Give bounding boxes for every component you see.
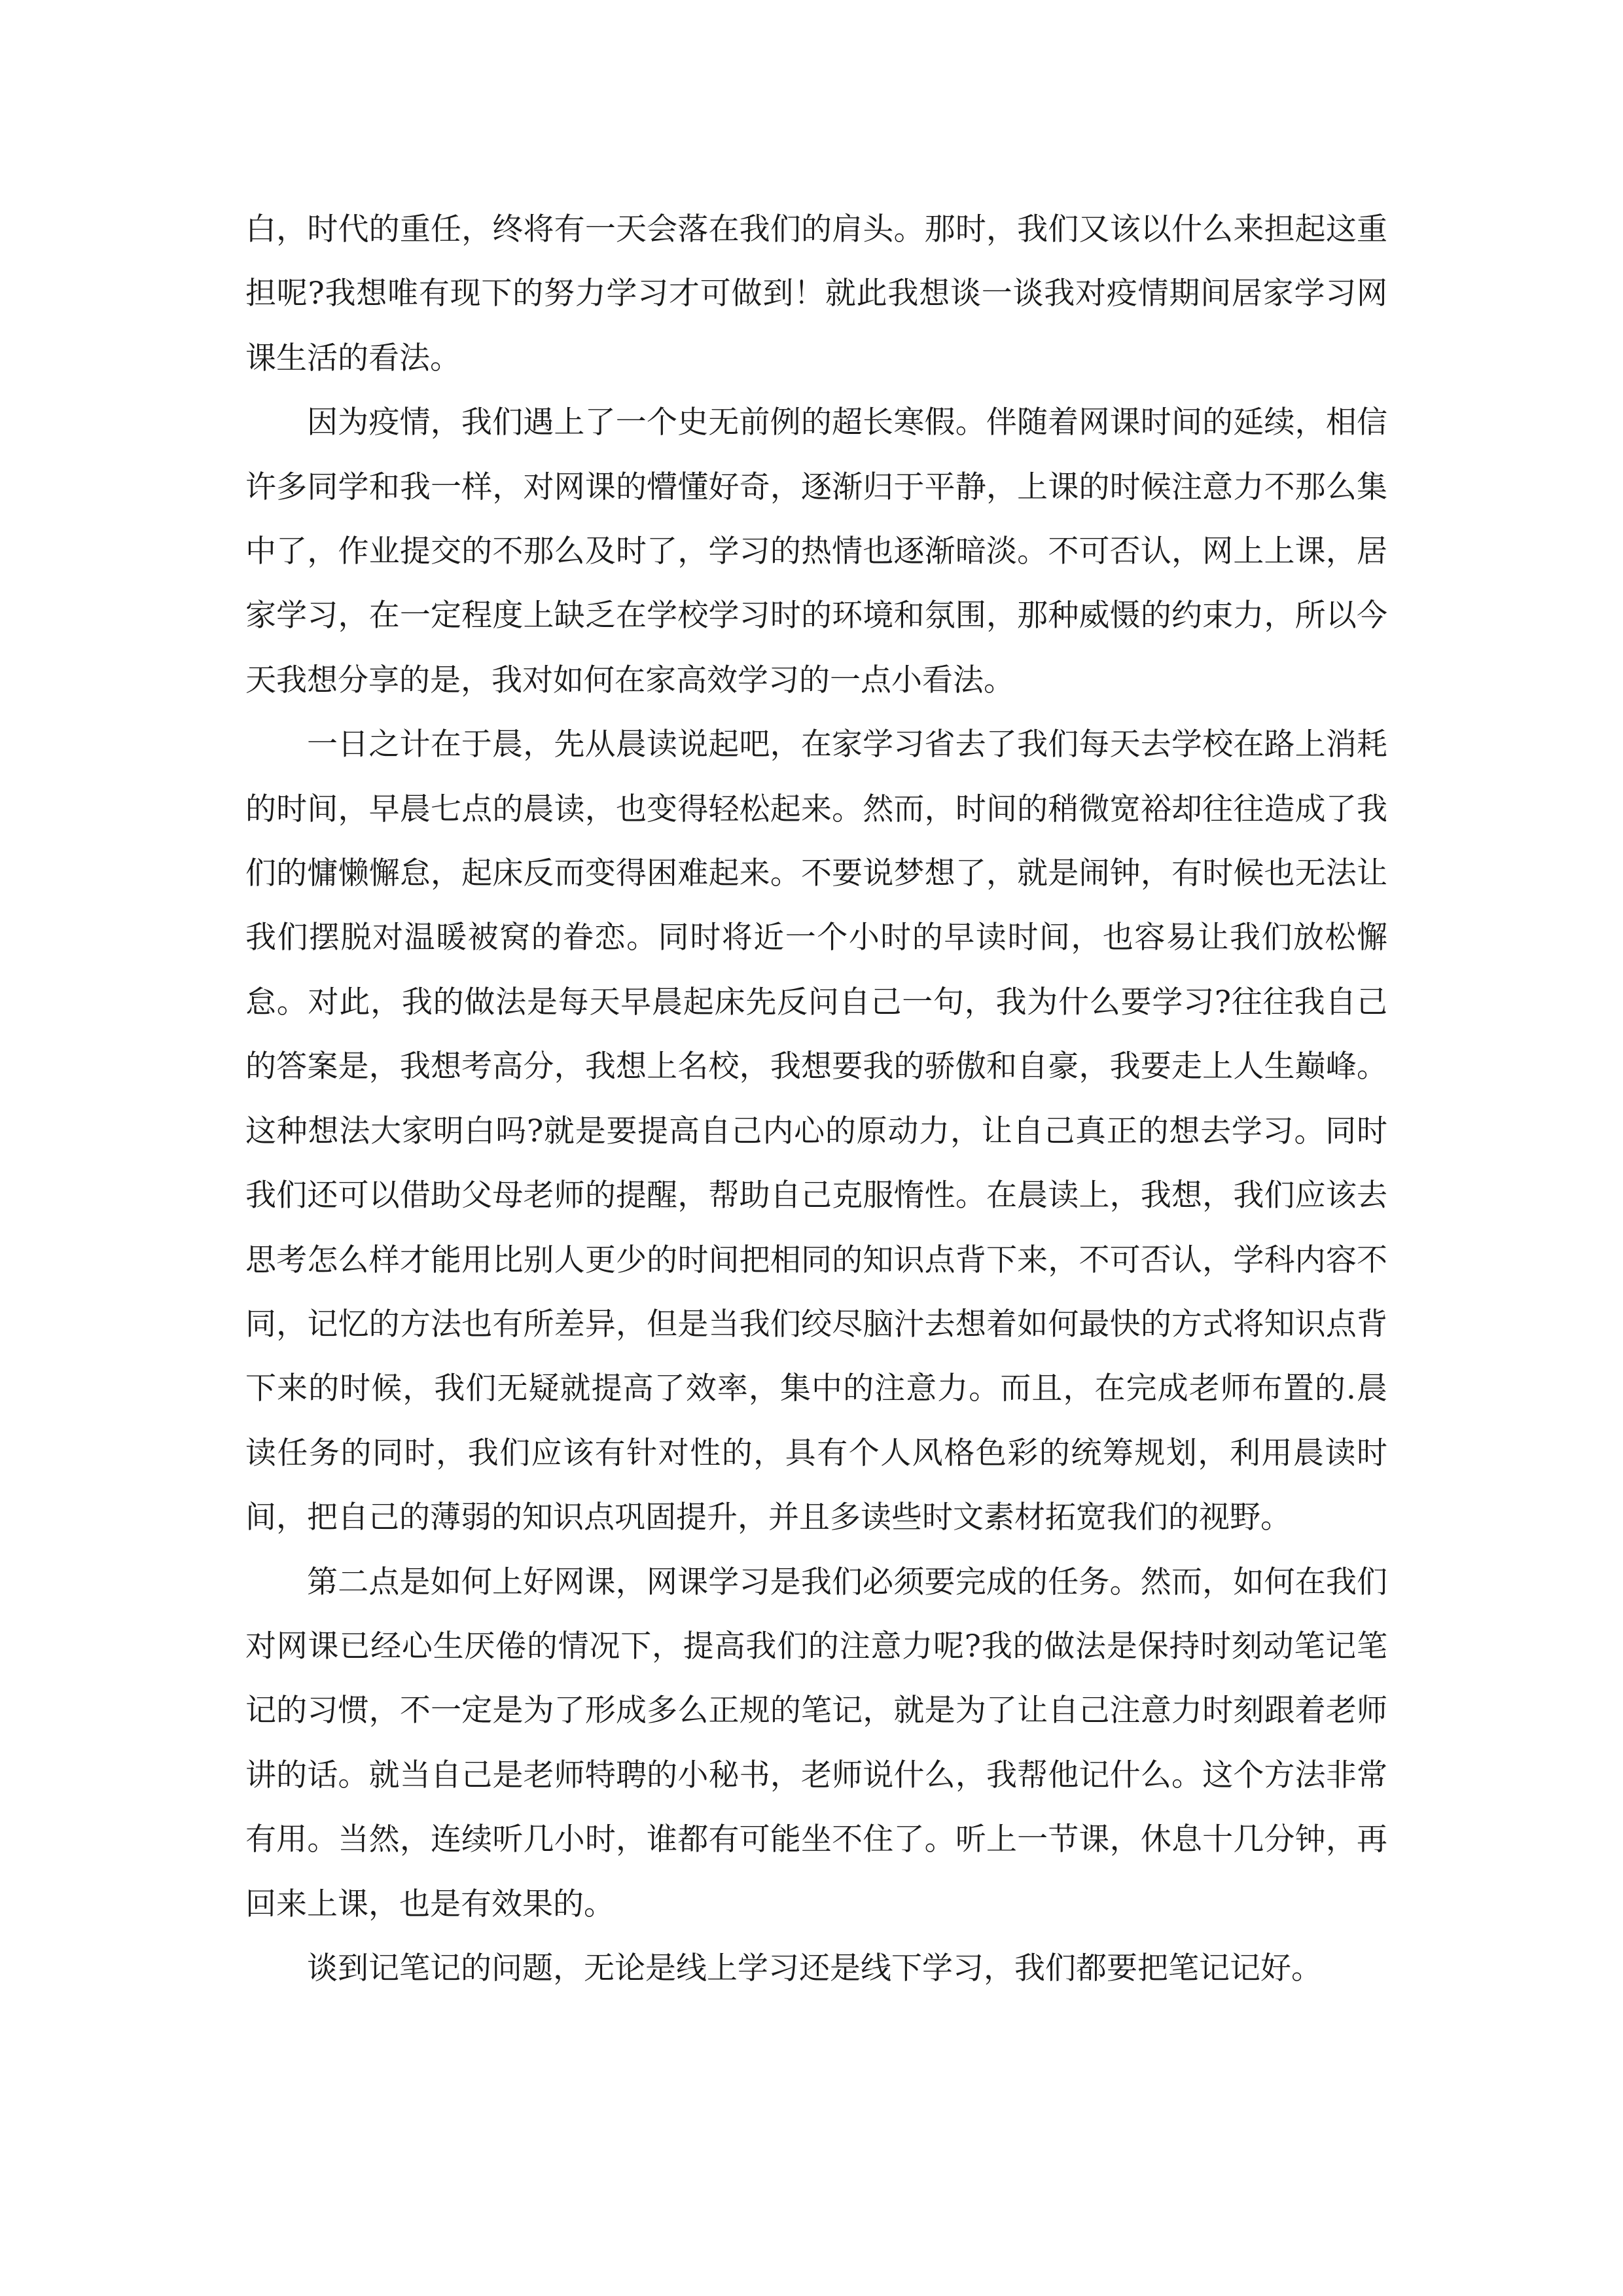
document-body	[245, 198, 1387, 2001]
paragraph-2: 因为疫情，我们遇上了一个史无前例的超长寒假。伴随着网课时间的延续，相信许多同学和我一样，对网课的懵懂好奇，逐渐归于平静，上课的时候注意力不那么集中了，作业提交的不那么及时了，学习的热情也逐渐暗淡。不可否认，网上上课，居家学习，在一定程度上缺乏在学校学习时的环境和氛围，那种威慑的约束力，所以今天我想分享的是，我对如何在家高效学习的一点小看法。	[245, 404, 1387, 698]
paragraph-4: 第二点是如何上好网课，网课学习是我们必须要完成的任务。然而，如何在我们对网课已经心生厌倦的情况下，提高我们的注意力呢?我的做法是保持时刻动笔记笔记的习惯，不一定是为了形成多么正规的笔记，就是为了让自己注意力时刻跟着老师讲的话。就当自己是老师特聘的小秘书，老师说什么，我帮他记什么。这个方法非常有用。当然，连续听几小时，谁都有可能坐不住了。听上一节课，休息十几分钟，再回来上课，也是有效果的。	[245, 1564, 1387, 1922]
paragraph-1: 白，时代的重任，终将有一天会落在我们的肩头。那时，我们又该以什么来担起这重担呢?我想唯有现下的努力学习才可做到！就此我想谈一谈我对疫情期间居家学习网课生活的看法。	[245, 211, 1387, 376]
paragraph-3: 一日之计在于晨，先从晨读说起吧，在家学习省去了我们每天去学校在路上消耗的时间，早晨七点的晨读，也变得轻松起来。然而，时间的稍微宽裕却往往造成了我们的慵懒懈怠，起床反而变得困难起来。不要说梦想了，就是闹钟，有时候也无法让我们摆脱对温暖被窝的眷恋。同时将近一个小时的早读时间，也容易让我们放松懈怠。对此，我的做法是每天早晨起床先反问自己一句，我为什么要学习?往往我自己的答案是，我想考高分，我想上名校，我想要我的骄傲和自豪，我要走上人生巅峰。这种想法大家明白吗?就是要提高自己内心的原动力，让自己真正的想去学习。同时我们还可以借助父母老师的提醒，帮助自己克服惰性。在晨读上，我想，我们应该去思考怎么样才能用比别人更少的时间把相同的知识点背下来，不可否认，学科内容不同，记忆的方法也有所差异，但是当我们绞尽脑汁去想着如何最快的方式将知识点背下来的时候，我们无疑就提高了效率，集中的注意力。而且，在完成老师布置的.晨读任务的同时，我们应该有针对性的，具有个人风格色彩的统筹规划，利用晨读时间，把自己的薄弱的知识点巩固提升，并且多读些时文素材拓宽我们的视野。	[245, 726, 1387, 1536]
paragraph-5: 谈到记笔记的问题，无论是线上学习还是线下学习，我们都要把笔记记好。	[307, 1950, 1322, 1986]
